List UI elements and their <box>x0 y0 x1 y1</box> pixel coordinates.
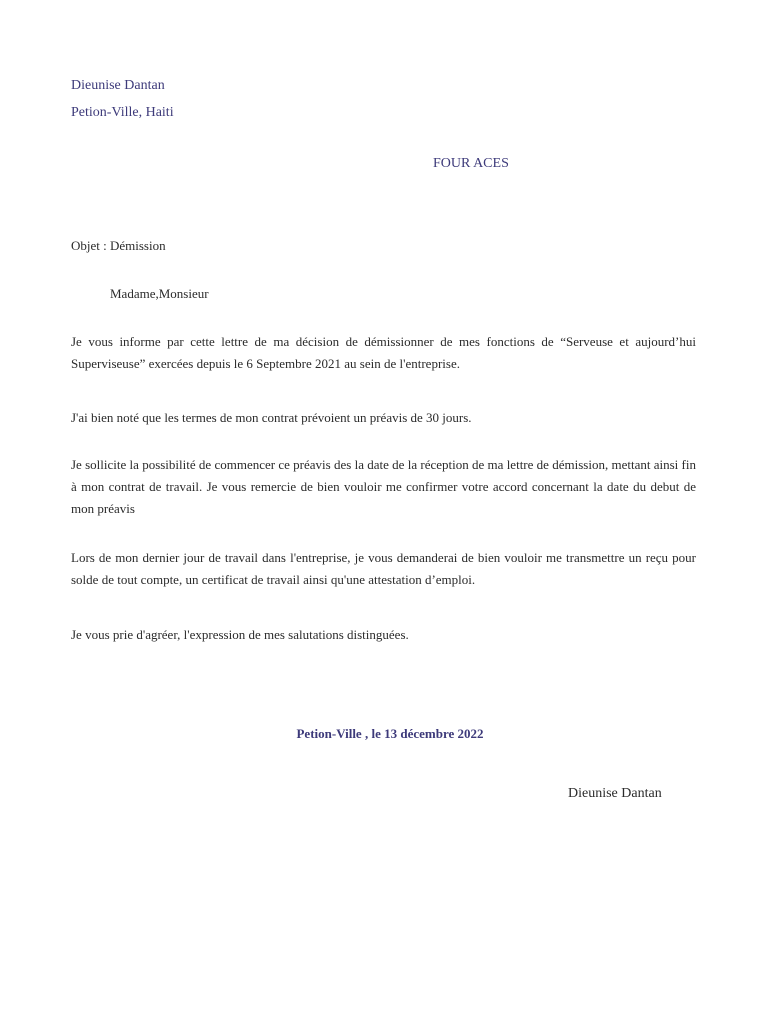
sender-name: Dieunise Dantan <box>71 78 165 93</box>
signature-name: Dieunise Dantan <box>568 786 662 801</box>
body-paragraph-3: Je sollicite la possibilité de commencer ce préavis des la date de la réception de ma lettre de démission, mettant ainsi fin à mon contrat de travail. Je vous remercie de bien vouloir me confirmer votre accord concernant la date du debut de mon préavis <box>71 457 696 516</box>
body-paragraph-4: Lors de mon dernier jour de travail dans l'entreprise, je vous demanderai de bien vouloir me transmettre un reçu pour solde de tout compte, un certificat de travail ainsi qu'une attestation d’emploi. <box>71 550 696 587</box>
body-paragraph-2: J'ai bien noté que les termes de mon contrat prévoient un préavis de 30 jours. <box>71 410 472 425</box>
place-and-date: Petion-Ville , le 13 décembre 2022 <box>296 726 484 741</box>
sender-block <box>71 72 174 126</box>
closing-paragraph: Je vous prie d'agréer, l'expression de mes salutations distinguées. <box>71 627 409 642</box>
body-paragraph-1: Je vous informe par cette lettre de ma décision de démissionner de mes fonctions de “Serveuse et aujourd’hui Superviseuse” exercées depuis le 6 Septembre 2021 au sein de l'entreprise. <box>71 334 696 371</box>
sender-location: Petion-Ville, Haiti <box>71 105 174 120</box>
letter-salutation: Madame,Monsieur <box>110 286 209 301</box>
recipient-name: FOUR ACES <box>433 156 509 171</box>
letter-subject: Objet : Démission <box>71 238 166 253</box>
